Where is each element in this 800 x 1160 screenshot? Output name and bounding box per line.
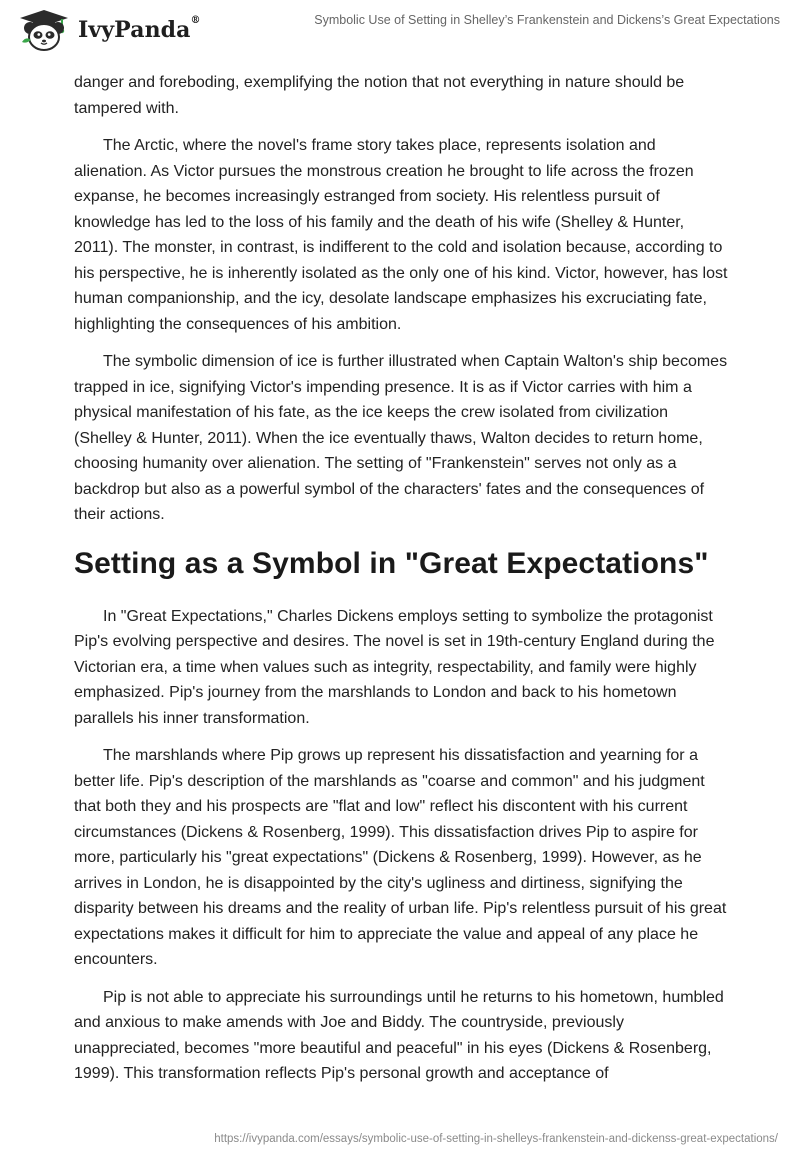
paragraph: Pip is not able to appreciate his surroundings until he returns to his hometown, humbled and anxious to make amends with Joe and Biddy. The countryside, previously unappreciated, becomes "more beautiful and peaceful" in his eyes (Dickens & Rosenberg, 1999). This transformation reflects Pip's personal growth and acceptance of <box>74 988 724 1082</box>
source-url[interactable]: https://ivypanda.com/essays/symbolic-use-of-setting-in-shelleys-frankenstein-and-dickenss-great-expectations/ <box>214 1133 778 1145</box>
essay-content <box>74 70 728 1099</box>
logo[interactable] <box>16 8 201 52</box>
section-heading: Setting as a Symbol in "Great Expectations" <box>74 546 709 580</box>
paragraph: danger and foreboding, exemplifying the notion that not everything in nature should be tampered with. <box>74 74 685 117</box>
document-title: Symbolic Use of Setting in Shelley’s Frankenstein and Dickens’s Great Expectations <box>314 13 780 27</box>
brand-name: IvyPanda® <box>78 15 201 43</box>
paragraph: In "Great Expectations," Charles Dickens employs setting to symbolize the protagonist Pip's evolving perspective and desires. The novel is set in 19th-century England during the Victorian era, a time when values such as integrity, respectability, and family were highly emphasized. Pip's journey from the marshlands to London and back to his hometown parallels his inner transformation. <box>74 607 715 727</box>
paragraph: The symbolic dimension of ice is further illustrated when Captain Walton's ship becomes trapped in ice, signifying Victor's impending presence. It is as if Victor carries with him a physical manifestation of his fate, as the ice keeps the crew isolated from civilization (Shelley & Hunter, 2011). When the ice eventually thaws, Walton decides to return home, choosing humanity over alienation. The setting of "Frankenstein" serves not only as a backdrop but also as a powerful symbol of the characters' fates and the consequences of their actions. <box>74 353 728 523</box>
page-header <box>0 0 800 62</box>
panda-graduation-cap-icon <box>16 8 72 52</box>
paragraph: The Arctic, where the novel's frame story takes place, represents isolation and alienation. As Victor pursues the monstrous creation he brought to life across the frozen expanse, he becomes increasingly estranged from society. His relentless pursuit of knowledge has led to the loss of his family and the death of his wife (Shelley & Hunter, 2011). The monster, in contrast, is indifferent to the cold and isolation because, according to his perspective, he is inherently isolated as the only one of his kind. Victor, however, has lost human companionship, and the icy, desolate landscape emphasizes his excruciating fate, highlighting the consequences of his ambition. <box>74 137 728 333</box>
paragraph: The marshlands where Pip grows up represent his dissatisfaction and yearning for a better life. Pip's description of the marshlands as "coarse and common" and his judgment that both they and his prospects are "flat and low" reflect his discontent with his current circumstances (Dickens & Rosenberg, 1999). This dissatisfaction drives Pip to aspire for more, particularly his "great expectations" (Dickens & Rosenberg, 1999). However, as he arrives in London, he is disappointed by the city's ugliness and dirtiness, signifying the disparity between his dreams and the reality of urban life. Pip's relentless pursuit of his great expectations makes it difficult for him to appreciate the value and appeal of any place he encounters. <box>74 747 727 968</box>
